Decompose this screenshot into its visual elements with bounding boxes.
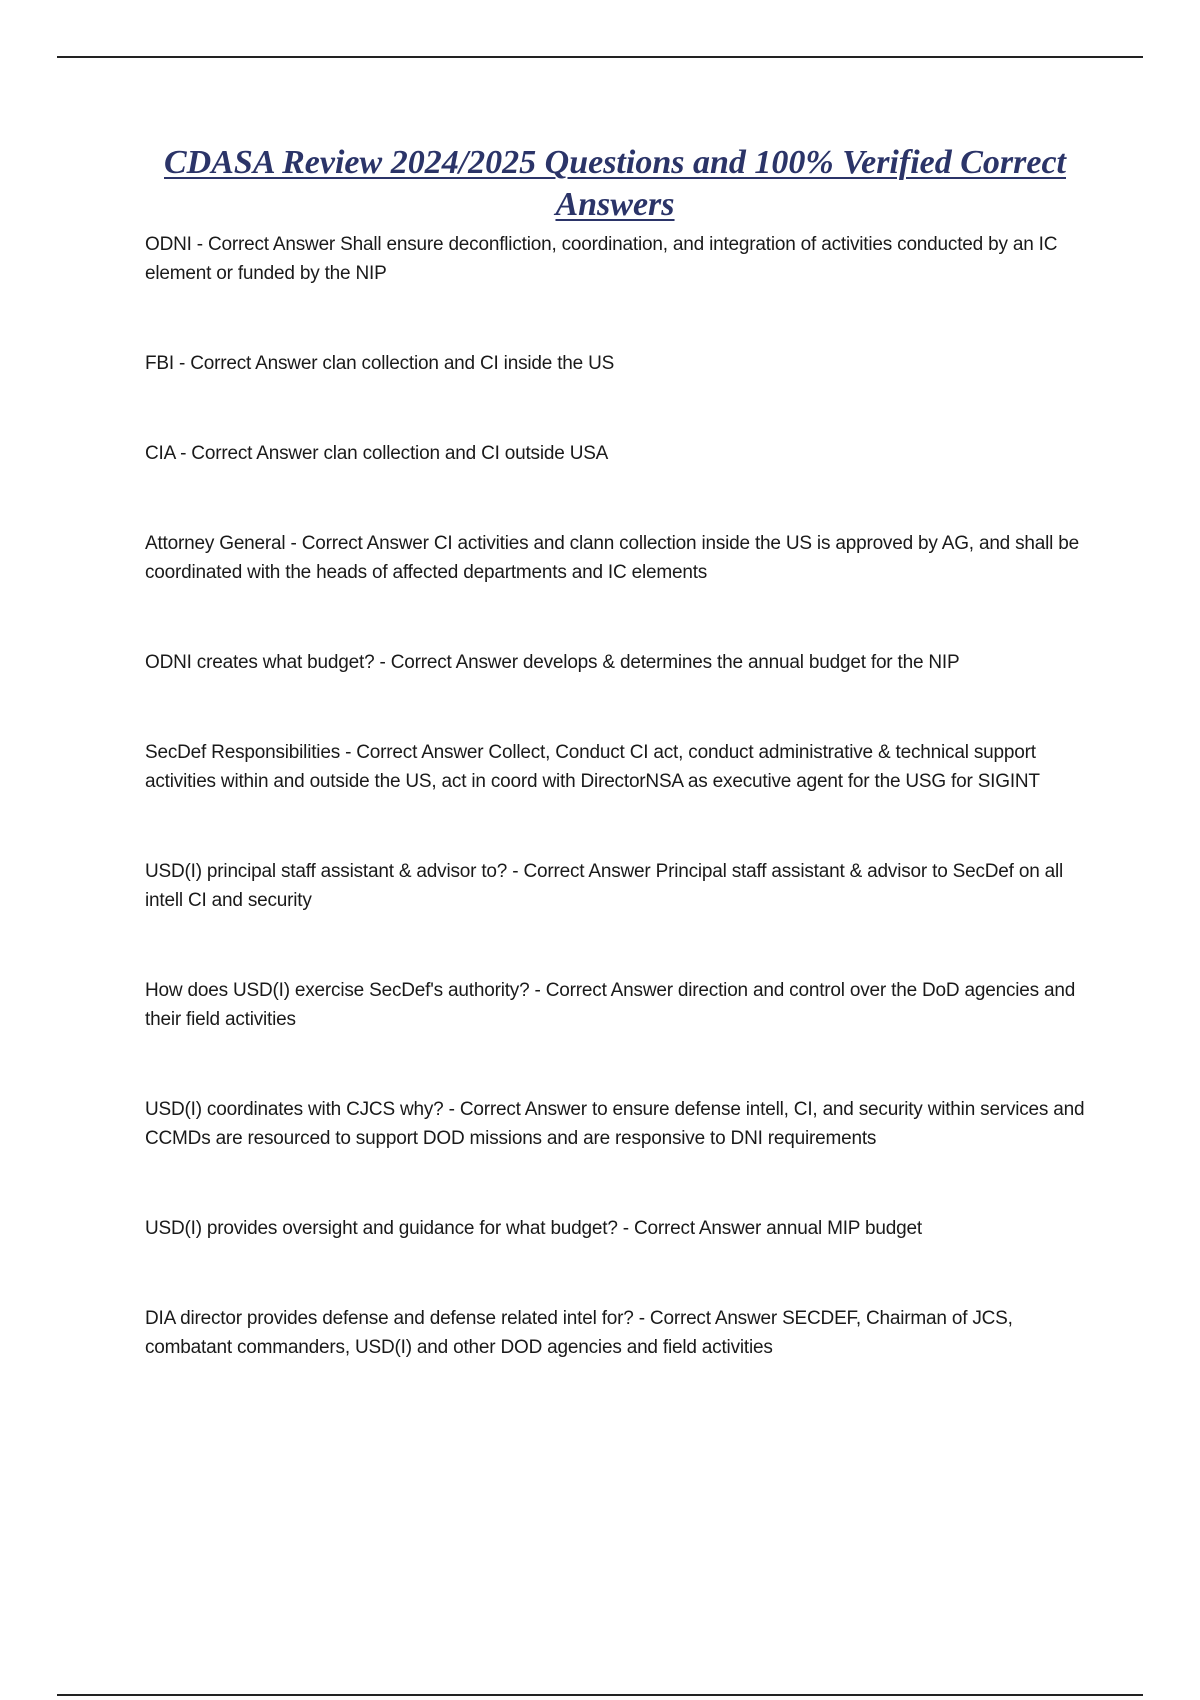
qa-item-attorney-general: Attorney General - Correct Answer CI activities and clann collection inside the US is approved by AG, and shall be coordinated with the heads of affected departments and IC elements <box>145 533 1080 583</box>
qa-item-cia: CIA - Correct Answer clan collection and CI outside USA <box>145 443 609 464</box>
qa-item-fbi: FBI - Correct Answer clan collection and CI inside the US <box>145 353 615 374</box>
qa-item-odni: ODNI - Correct Answer Shall ensure deconfliction, coordination, and integration of activities conducted by an IC element or funded by the NIP <box>145 234 1058 284</box>
qa-item-secdef-responsibilities: SecDef Responsibilities - Correct Answer Collect, Conduct CI act, conduct administrative & technical support activities within and outside the US, act in coord with DirectorNSA as executive agent for the USG for SIGINT <box>145 742 1040 792</box>
document-title: CDASA Review 2024/2025 Questions and 100% Verified Correct Answers <box>164 144 1066 223</box>
qa-list <box>145 230 1095 1362</box>
qa-item-usdi-authority: How does USD(I) exercise SecDef's authority? - Correct Answer direction and control over the DoD agencies and their field activities <box>145 980 1076 1030</box>
top-rule <box>57 56 1143 58</box>
qa-item-dia-director: DIA director provides defense and defense related intel for? - Correct Answer SECDEF, Chairman of JCS, combatant commanders, USD(I) and other DOD agencies and field activities <box>145 1308 1013 1358</box>
qa-item-usdi-advisor: USD(I) principal staff assistant & advisor to? - Correct Answer Principal staff assistant & advisor to SecDef on all intell CI and security <box>145 861 1064 911</box>
qa-item-usdi-cjcs: USD(I) coordinates with CJCS why? - Correct Answer to ensure defense intell, CI, and security within services and CCMDs are resourced to support DOD missions and are responsive to DNI requirements <box>145 1099 1085 1149</box>
qa-item-odni-budget: ODNI creates what budget? - Correct Answer develops & determines the annual budget for the NIP <box>145 652 960 673</box>
qa-item-usdi-budget: USD(I) provides oversight and guidance for what budget? - Correct Answer annual MIP budget <box>145 1218 922 1239</box>
bottom-rule <box>57 1694 1143 1696</box>
